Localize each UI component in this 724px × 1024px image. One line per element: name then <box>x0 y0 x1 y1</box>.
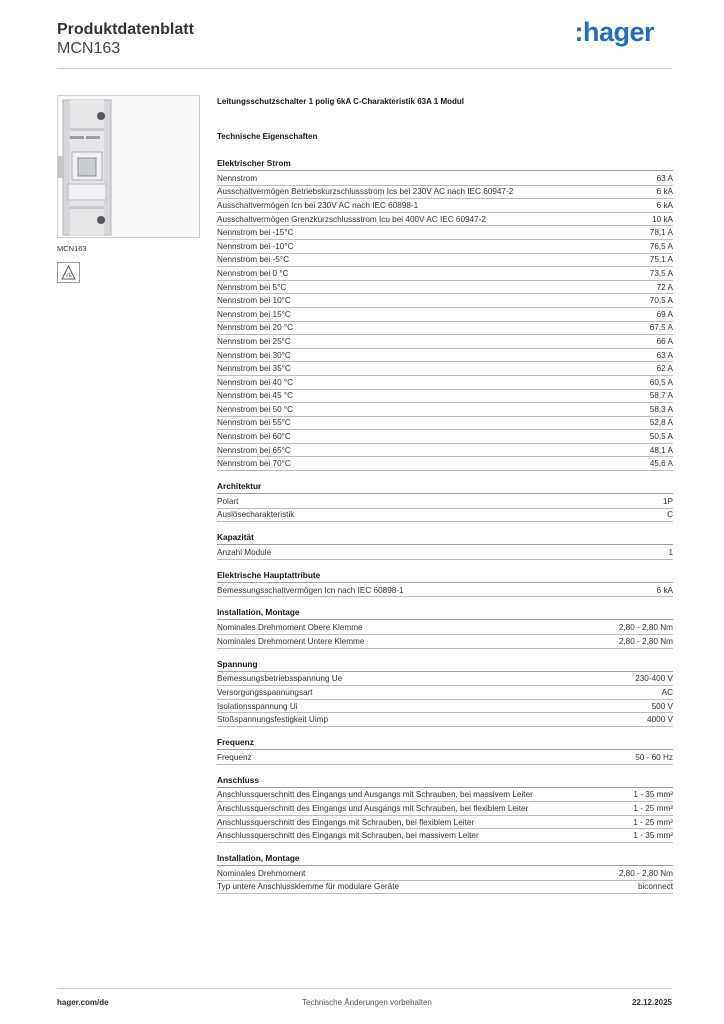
spec-value: 4000 V <box>647 715 673 725</box>
spec-label: Nennstrom bei 55°C <box>217 418 291 428</box>
spec-section <box>217 158 673 471</box>
spec-row <box>217 802 673 816</box>
spec-value: 60,5 A <box>649 377 673 387</box>
spec-value: C <box>667 510 673 520</box>
spec-value: 6 kA <box>656 200 673 210</box>
hager-logo: :hager <box>574 17 654 47</box>
spec-label: Nennstrom bei 5°C <box>217 282 287 292</box>
product-caption: MCN163 <box>57 244 87 253</box>
spec-row <box>217 700 673 714</box>
header-divider <box>57 68 672 69</box>
spec-label: Auslösecharakteristik <box>217 510 295 520</box>
spec-value: 50,5 A <box>649 432 673 442</box>
spec-row <box>217 186 673 200</box>
spec-row <box>217 213 673 227</box>
certification-icon <box>57 262 80 283</box>
spec-row <box>217 789 673 803</box>
spec-value: 10 kA <box>652 214 673 224</box>
spec-row <box>217 509 673 523</box>
spec-label: Anschlussquerschnitt des Eingangs und Ausgangs mit Schrauben, bei flexiblem Leiter <box>217 803 529 813</box>
spec-row <box>217 362 673 376</box>
footer-date: 22.12.2025 <box>631 998 672 1007</box>
spec-row <box>217 349 673 363</box>
spec-row <box>217 881 673 895</box>
spec-section <box>217 481 673 522</box>
section-title: Installation, Montage <box>217 853 673 866</box>
spec-value: 58,3 A <box>649 404 673 414</box>
spec-value: 1P <box>662 496 673 506</box>
spec-label: Nennstrom bei 20 °C <box>217 323 294 333</box>
document-title: Produktdatenblatt <box>57 21 194 38</box>
spec-label: Nennstrom bei 50 °C <box>217 404 294 414</box>
spec-label: Stoßspannungsfestigkeit Uimp <box>217 715 329 725</box>
tech-heading: Technische Eigenschaften <box>217 132 318 141</box>
spec-value: 1 <box>668 548 673 558</box>
spec-row <box>217 281 673 295</box>
spec-label: Isolationsspannung Ui <box>217 701 298 711</box>
section-title: Architektur <box>217 481 673 494</box>
spec-label: Nominales Drehmoment Obere Klemme <box>217 623 363 633</box>
spec-value: 75,1 A <box>649 255 673 265</box>
spec-value: 69 A <box>656 309 673 319</box>
spec-value: 76,5 A <box>649 241 673 251</box>
spec-section <box>217 775 673 843</box>
spec-label: Nennstrom bei 70°C <box>217 459 291 469</box>
spec-row <box>217 635 673 649</box>
spec-value: 63 A <box>656 173 673 183</box>
spec-row <box>217 294 673 308</box>
spec-value: 1 - 25 mm² <box>633 817 673 827</box>
product-image <box>57 95 200 238</box>
spec-row <box>217 172 673 186</box>
spec-row <box>217 430 673 444</box>
spec-row <box>217 403 673 417</box>
spec-row <box>217 673 673 687</box>
spec-row <box>217 390 673 404</box>
spec-label: Nennstrom bei -15°C <box>217 228 294 238</box>
spec-row <box>217 376 673 390</box>
spec-value: 67,5 A <box>649 323 673 333</box>
spec-label: Bemessungsschaltvermögen Icn nach IEC 60898-1 <box>217 585 404 595</box>
spec-value: 6 kA <box>656 187 673 197</box>
section-title: Kapazität <box>217 532 673 545</box>
section-title: Spannung <box>217 659 673 672</box>
spec-row <box>217 546 673 560</box>
spec-label: Ausschaltvermögen Icn bei 230V AC nach IEC 60898-1 <box>217 200 419 210</box>
spec-label: Nennstrom bei 25°C <box>217 336 291 346</box>
footer-website[interactable]: hager.com/de <box>57 998 109 1007</box>
spec-value: 70,5 A <box>649 296 673 306</box>
spec-row <box>217 444 673 458</box>
spec-value: 52,8 A <box>649 418 673 428</box>
spec-section <box>217 737 673 765</box>
spec-label: Versorgungsspannungsart <box>217 688 313 698</box>
spec-value: 72 A <box>656 282 673 292</box>
spec-row <box>217 254 673 268</box>
spec-value: 1 - 35 mm² <box>633 790 673 800</box>
section-title: Anschluss <box>217 775 673 788</box>
spec-label: Anschlussquerschnitt des Eingangs mit Schrauben, bei flexiblem Leiter <box>217 817 475 827</box>
spec-value: 500 V <box>651 701 673 711</box>
spec-value: 230-400 V <box>635 674 673 684</box>
spec-value: 63 A <box>656 350 673 360</box>
product-description: Leitungsschutzschalter 1 polig 6kA C-Charakteristik 63A 1 Modul <box>217 97 465 106</box>
footer-divider <box>57 988 672 989</box>
spec-row <box>217 240 673 254</box>
spec-row <box>217 335 673 349</box>
spec-label: Nennstrom bei 60°C <box>217 432 291 442</box>
spec-label: Nennstrom bei 45 °C <box>217 391 294 401</box>
spec-label: Bemessungsbetriebsspannung Ue <box>217 674 343 684</box>
spec-value: AC <box>661 688 673 698</box>
spec-row <box>217 417 673 431</box>
spec-label: Anzahl Module <box>217 548 272 558</box>
spec-value: 62 A <box>656 364 673 374</box>
spec-value: 2,80 - 2,80 Nm <box>618 868 673 878</box>
spec-value: 1 - 25 mm² <box>633 803 673 813</box>
spec-row <box>217 308 673 322</box>
spec-label: Nennstrom bei 15°C <box>217 309 291 319</box>
spec-section <box>217 607 673 648</box>
spec-label: Nominales Drehmoment <box>217 868 306 878</box>
spec-row <box>217 267 673 281</box>
section-title: Elektrischer Strom <box>217 158 673 171</box>
spec-value: 50 - 60 Hz <box>635 752 673 762</box>
spec-value: 58,7 A <box>649 391 673 401</box>
spec-section <box>217 659 673 727</box>
spec-label: Nennstrom bei 65°C <box>217 445 291 455</box>
spec-label: Nennstrom bei 40 °C <box>217 377 294 387</box>
spec-label: Anschlussquerschnitt des Eingangs mit Schrauben, bei massivem Leiter <box>217 831 479 841</box>
svg-text:VE: VE <box>65 273 72 279</box>
spec-label: Nennstrom bei 35°C <box>217 364 291 374</box>
spec-row <box>217 457 673 471</box>
spec-label: Frequenz <box>217 752 252 762</box>
spec-value: 2,80 - 2,80 Nm <box>618 636 673 646</box>
spec-value: 6 kA <box>656 585 673 595</box>
spec-label: Typ untere Anschlussklemme für modulare Geräte <box>217 882 400 892</box>
document-header <box>57 20 194 58</box>
spec-label: Nennstrom bei -10°C <box>217 241 294 251</box>
spec-row <box>217 867 673 881</box>
spec-row <box>217 686 673 700</box>
spec-row <box>217 226 673 240</box>
spec-section <box>217 853 673 894</box>
spec-row <box>217 495 673 509</box>
spec-label: Nominales Drehmoment Untere Klemme <box>217 636 365 646</box>
section-title: Frequenz <box>217 737 673 750</box>
spec-value: 73,5 A <box>649 268 673 278</box>
spec-label: Ausschaltvermögen Grenzkurzschlussstrom Icu bei 400V AC IEC 60947-2 <box>217 214 486 224</box>
spec-label: Nennstrom bei -5°C <box>217 255 289 265</box>
spec-value: 48,1 A <box>649 445 673 455</box>
specification-content <box>217 96 673 894</box>
spec-section <box>217 532 673 560</box>
spec-label: Nennstrom <box>217 173 258 183</box>
spec-row <box>217 322 673 336</box>
spec-label: Polart <box>217 496 239 506</box>
spec-row <box>217 713 673 727</box>
section-title: Elektrische Hauptattribute <box>217 570 673 583</box>
circuit-breaker-image <box>58 96 199 237</box>
spec-label: Nennstrom bei 0 °C <box>217 268 289 278</box>
spec-label: Nennstrom bei 30°C <box>217 350 291 360</box>
spec-label: Anschlussquerschnitt des Eingangs und Ausgangs mit Schrauben, bei massivem Leiter <box>217 790 533 800</box>
section-title: Installation, Montage <box>217 607 673 620</box>
spec-label: Ausschaltvermögen Betriebskurzschlussstrom Ics bei 230V AC nach IEC 60947-2 <box>217 187 514 197</box>
spec-sections <box>217 158 673 894</box>
spec-value: 2,80 - 2,80 Nm <box>618 623 673 633</box>
spec-row <box>217 621 673 635</box>
spec-section <box>217 570 673 598</box>
product-code: MCN163 <box>57 40 121 57</box>
spec-row <box>217 199 673 213</box>
spec-value: 66 A <box>656 336 673 346</box>
footer-disclaimer: Technische Änderungen vorbehalten <box>302 998 432 1007</box>
spec-row <box>217 751 673 765</box>
spec-value: biconnect <box>637 882 673 892</box>
spec-value: 1 - 35 mm² <box>633 831 673 841</box>
spec-row <box>217 816 673 830</box>
spec-label: Nennstrom bei 10°C <box>217 296 291 306</box>
spec-value: 45,6 A <box>649 459 673 469</box>
spec-row <box>217 584 673 598</box>
spec-value: 78,1 A <box>649 228 673 238</box>
spec-row <box>217 829 673 843</box>
